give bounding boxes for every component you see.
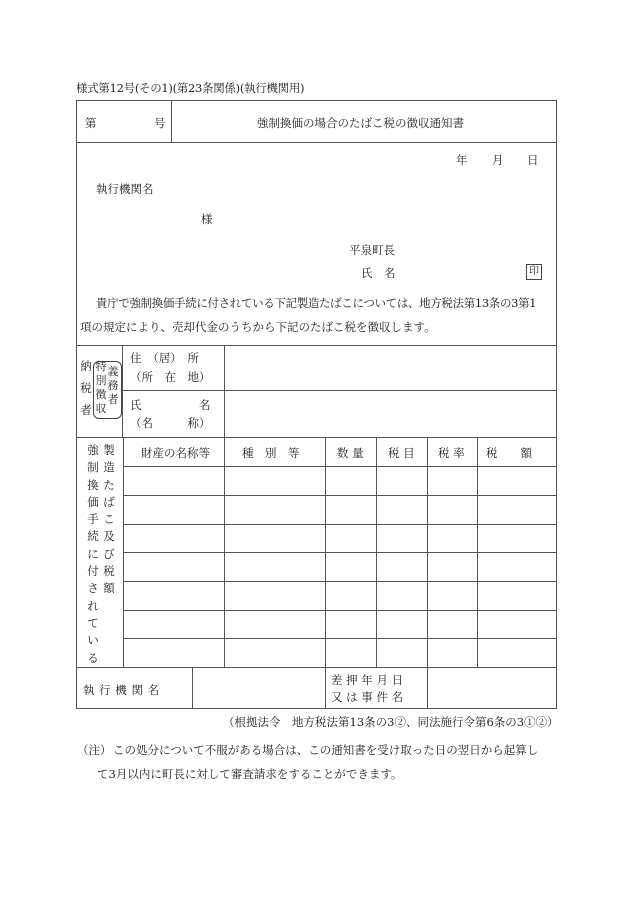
note-line-1: この処分について不服がある場合は、この通知書を受け取った日の翌日から起算し — [113, 743, 539, 757]
note-prefix: （注） — [77, 743, 112, 757]
col-header-property-name: 財産の名称等 — [141, 446, 210, 460]
table-cell[interactable] — [378, 526, 426, 551]
recipient-agency-label: 執行機関名 — [96, 182, 154, 196]
table-cell[interactable] — [226, 640, 324, 666]
table-cell[interactable] — [125, 468, 223, 494]
address-label-sub: （所 在 地） — [130, 370, 211, 384]
table-cell[interactable] — [125, 554, 223, 580]
table-cell[interactable] — [429, 497, 476, 523]
table-cell[interactable] — [125, 640, 223, 666]
table-cell[interactable] — [479, 526, 555, 551]
bracket-label-obligor: 義務者 — [107, 365, 119, 406]
table-cell[interactable] — [327, 640, 375, 666]
table-cell[interactable] — [479, 640, 555, 666]
table-cell[interactable] — [479, 497, 555, 523]
table-cell[interactable] — [226, 554, 324, 580]
address-label: 住 （居） 所 — [130, 351, 199, 365]
seizure-date-field[interactable] — [429, 669, 555, 707]
table-cell[interactable] — [479, 583, 555, 609]
legal-basis: （根拠法令 地方税法第13条の3②、同法施行令第6条の3①②） — [223, 715, 559, 729]
number-prefix: 第 — [85, 116, 97, 130]
document-number-field[interactable] — [95, 106, 150, 136]
table-cell[interactable] — [429, 583, 476, 609]
table-cell[interactable] — [226, 497, 324, 523]
message-line-2: 項の規定により、売却代金のうちから下記のたばこ税を徴収します。 — [80, 320, 436, 334]
case-name-label: 又 は 事 件 名 — [331, 690, 404, 704]
name-label-sub: （名 称） — [130, 416, 211, 430]
table-cell[interactable] — [327, 554, 375, 580]
issuer-title: 平泉町長 — [349, 243, 395, 257]
agency-name-field[interactable] — [194, 669, 324, 707]
table-cell[interactable] — [479, 468, 555, 494]
table-cell[interactable] — [226, 468, 324, 494]
table-cell[interactable] — [125, 497, 223, 523]
table-cell[interactable] — [226, 612, 324, 637]
table-cell[interactable] — [429, 554, 476, 580]
col-header-type: 種 別 等 — [242, 446, 300, 460]
issuer-name-label: 氏 名 — [361, 266, 396, 280]
honorific-sama: 様 — [201, 212, 213, 226]
table-cell[interactable] — [125, 583, 223, 609]
number-suffix: 号 — [154, 116, 166, 130]
form-number-label: 様式第12号(その1)(第23条関係)(執行機関用) — [76, 81, 305, 95]
seal-icon: 印 — [526, 264, 542, 280]
seizure-date-label: 差 押 年 月 日 — [331, 673, 404, 687]
col-header-tax-rate: 税 率 — [438, 446, 465, 460]
table-cell[interactable] — [378, 497, 426, 523]
col-header-quantity: 数 量 — [337, 446, 364, 460]
table-cell[interactable] — [327, 583, 375, 609]
table-cell[interactable] — [479, 612, 555, 637]
date-year-label: 年 — [456, 153, 468, 167]
table-cell[interactable] — [429, 526, 476, 551]
taxpayer-label: 納税者 — [80, 359, 92, 417]
table-cell[interactable] — [327, 612, 375, 637]
table-cell[interactable] — [429, 468, 476, 494]
table-cell[interactable] — [327, 526, 375, 551]
address-field[interactable] — [226, 347, 554, 389]
table-cell[interactable] — [125, 526, 223, 551]
date-day-label: 日 — [527, 153, 539, 167]
table-cell[interactable] — [378, 583, 426, 609]
document-title: 強制換価の場合のたばこ税の徴収通知書 — [257, 116, 464, 130]
table-cell[interactable] — [327, 497, 375, 523]
table-cell[interactable] — [378, 554, 426, 580]
table-cell[interactable] — [378, 640, 426, 666]
items-side-label-1: 強制換価手続に付されている — [87, 443, 99, 665]
table-cell[interactable] — [327, 468, 375, 494]
table-cell[interactable] — [378, 468, 426, 494]
name-field[interactable] — [226, 392, 554, 436]
agency-name-label: 執 行 機 関 名 — [83, 683, 160, 697]
table-cell[interactable] — [125, 612, 223, 637]
table-cell[interactable] — [226, 526, 324, 551]
table-cell[interactable] — [479, 554, 555, 580]
table-cell[interactable] — [429, 640, 476, 666]
name-label: 氏 名 — [130, 398, 211, 412]
date-month-label: 月 — [492, 153, 504, 167]
table-cell[interactable] — [378, 612, 426, 637]
message-line-1: 貴庁で強制換価手続に付されている下記製造たばこについては、地方税法第13条の3第1 — [96, 296, 537, 310]
table-cell[interactable] — [226, 583, 324, 609]
col-header-tax-amount: 税 額 — [486, 446, 532, 460]
table-cell[interactable] — [429, 612, 476, 637]
bracket-label-special-collection: 特別徴収 — [95, 360, 107, 415]
note-line-2: て3月以内に町長に対して審査請求をすることができます。 — [97, 767, 403, 781]
col-header-tax-item: 税 目 — [388, 446, 415, 460]
items-side-label-2: 製造たばこ及び税額 — [103, 443, 115, 596]
